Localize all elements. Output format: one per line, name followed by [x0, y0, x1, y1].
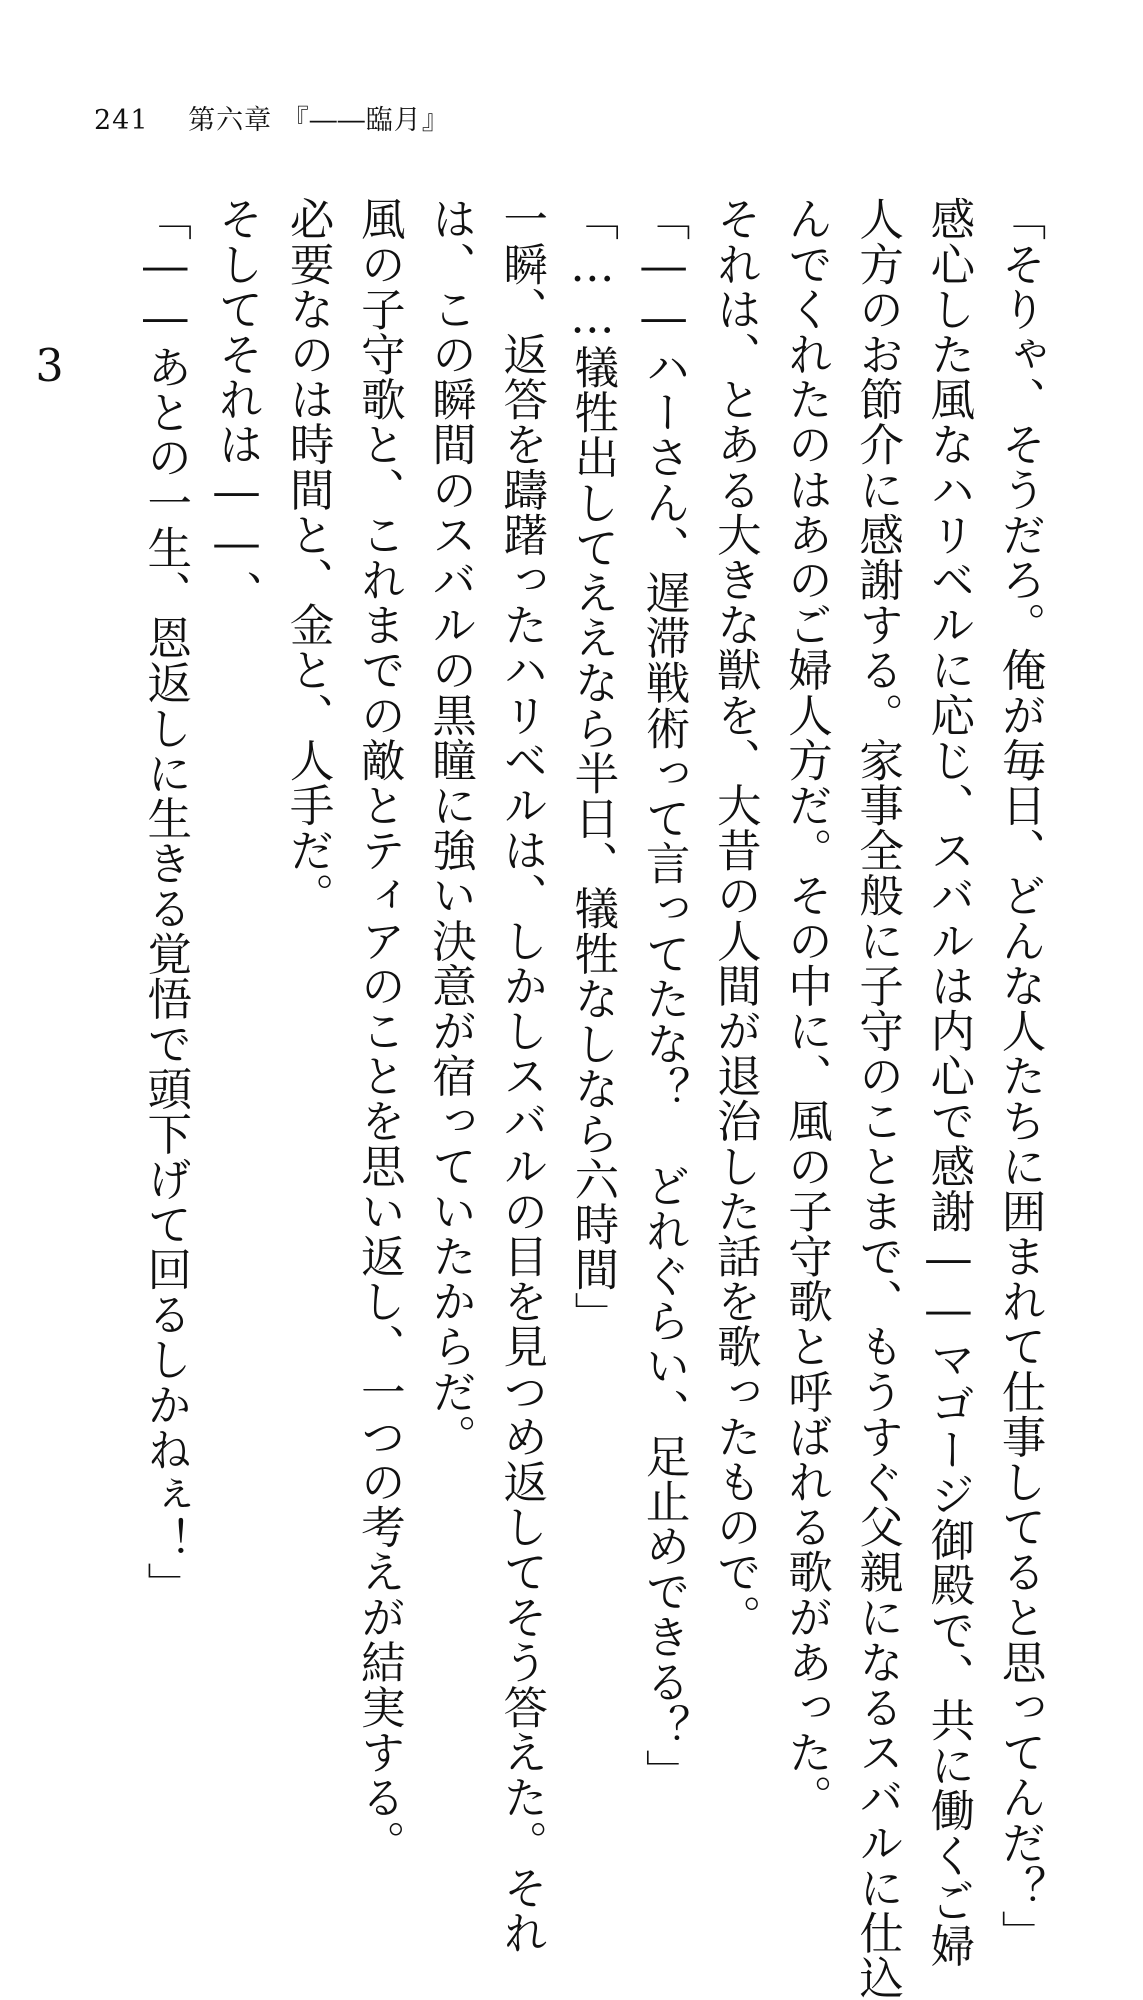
text-line: 「そりゃ、そうだろ。俺が毎日、どんな人たちに囲まれて仕事してると思ってんだ？」 — [994, 196, 1045, 1955]
text-line: 人方のお節介に感謝する。家事全般に子守のことまで、もうすぐ父親になるスバルに仕込 — [851, 196, 903, 2000]
text-line: んでくれたのはあのご婦人方だ。その中に、風の子守歌と呼ばれる歌があった。 — [780, 196, 832, 1820]
text-line: は、この瞬間のスバルの黒瞳に強い決意が宿っていたからだ。 — [424, 196, 476, 1459]
text-line: 「――ハーさん、遅滞戦術って言ってたな？ どれぐらい、足止めできる？」 — [638, 196, 690, 1794]
section-number: 3 — [24, 341, 76, 393]
text-line: それは、とある大きな獣を、大昔の人間が退治した話を歌ったもので。 — [709, 196, 761, 1640]
text-line: そしてそれは――、 — [210, 196, 262, 615]
text-line: 「――あとの一生、恩返しに生きる覚悟で頭下げて回るしかねぇ！」 — [139, 196, 191, 1608]
text-line: 必要なのは時間と、金と、人手だ。 — [282, 196, 334, 918]
page-number: 241 — [94, 105, 149, 136]
text-line: 「……犠牲出してええなら半日、犠牲なしなら六時間」 — [566, 196, 618, 1337]
running-header — [94, 98, 450, 137]
text-line: 感心した風なハリベルに応じ、スバルは内心で感謝――マゴージ御殿で、共に働くご婦 — [922, 196, 974, 1968]
text-line: 一瞬、返答を躊躇ったハリベルは、しかしスバルの目を見つめ返してそう答えた。それ — [495, 196, 547, 1955]
body-text — [24, 196, 1055, 2000]
blank-line — [85, 196, 130, 1656]
text-line: 風の子守歌と、これまでの敵とティアのことを思い返し、一つの考えが結実する。 — [353, 196, 405, 1865]
chapter-title: 第六章 『――臨月』 — [188, 105, 450, 136]
blank-line — [0, 196, 14, 1656]
